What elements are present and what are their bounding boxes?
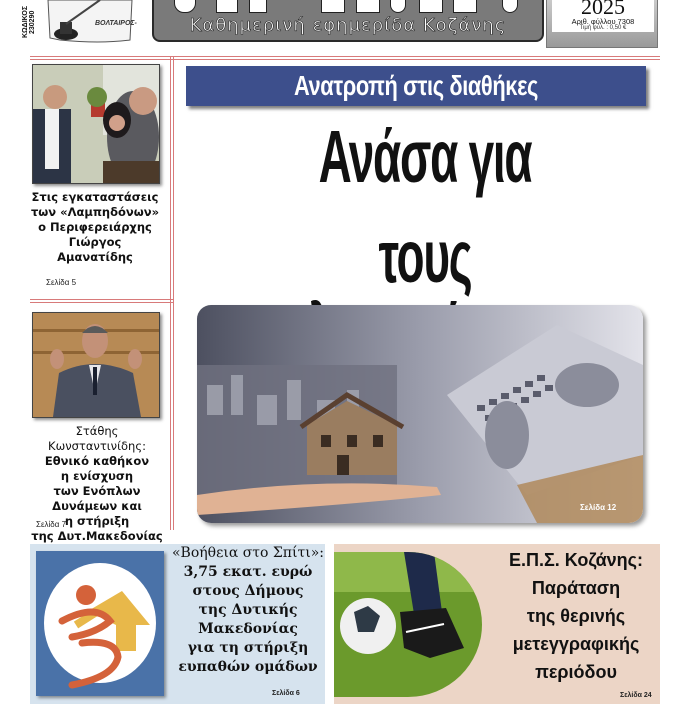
left-story-rule bbox=[30, 299, 173, 300]
title-line: Ε.Π.Σ. Κοζάνης: bbox=[508, 550, 644, 570]
title-line: Εθνικό καθήκον bbox=[44, 454, 150, 468]
title-line: των Ενόπλων bbox=[53, 484, 141, 498]
title-line: Δυνάμεων και bbox=[52, 499, 142, 513]
title-line: 3,75 εκατ. ευρώ bbox=[183, 564, 313, 580]
story-lead: Στάθης Κωνσταντινίδης: bbox=[48, 424, 146, 453]
masthead-title-letters bbox=[152, 0, 544, 13]
title-line: για τη στήριξη bbox=[187, 640, 309, 656]
column-rule bbox=[170, 56, 171, 530]
story-amanatidis-page-ref: Σελίδα 5 bbox=[46, 278, 77, 287]
title-line: της Δυτικής bbox=[198, 602, 298, 618]
masthead-subtitle: Καθημερινή εφημερίδα Κοζάνης bbox=[189, 15, 507, 36]
title-line: Αμανατίδης bbox=[57, 250, 133, 264]
code-number: 230290 bbox=[29, 10, 36, 34]
left-story-rule-2 bbox=[30, 302, 173, 303]
football-photo bbox=[334, 552, 482, 697]
amanatidis-photo bbox=[32, 64, 160, 184]
headline-line-1[interactable]: Ανάσα για bbox=[318, 115, 532, 198]
issue-price: Τιμή φύλ. : 0,50 € bbox=[579, 25, 627, 31]
title-line: περιόδου bbox=[535, 662, 617, 682]
top-rule bbox=[30, 56, 660, 57]
title-line: της θερινής bbox=[526, 606, 626, 626]
care-story-page-ref: Σελίδα 6 bbox=[272, 690, 300, 697]
title-line: Μακεδονίας bbox=[198, 621, 298, 637]
title-line: η στήριξη bbox=[64, 514, 130, 528]
kicker-text: Ανατροπή στις διαθήκες bbox=[293, 70, 539, 101]
title-line: της Δυτ.Μακεδονίας bbox=[31, 529, 163, 543]
title-line: Γιώργος bbox=[68, 235, 122, 249]
care-story-lead: «Βοήθεια στο Σπίτι»: bbox=[171, 545, 325, 561]
sports-story-title[interactable] bbox=[476, 546, 676, 686]
story-konstantinidis-page-ref: Σελίδα 7 bbox=[36, 520, 67, 529]
home-help-logo bbox=[36, 551, 164, 696]
title-line: Παράταση bbox=[531, 578, 621, 598]
logo-author: ΒΟΛΤΑΙΡΟΣ- bbox=[95, 20, 137, 27]
title-line: η ενίσχυση bbox=[60, 469, 134, 483]
care-story-title[interactable] bbox=[168, 544, 328, 677]
main-story-page-ref: Σελίδα 12 bbox=[580, 503, 617, 512]
konstantinidis-photo bbox=[32, 312, 160, 418]
headline-line-2[interactable]: τους bbox=[378, 215, 472, 298]
issue-year: 2025 bbox=[581, 0, 625, 19]
code-label: ΚΩΔΙΚΟΣ bbox=[22, 5, 29, 39]
inheritance-photo bbox=[197, 305, 643, 523]
story-amanatidis-title[interactable] bbox=[28, 190, 162, 265]
issue-number: Αριθ. φύλλου 7308 bbox=[571, 17, 635, 26]
column-rule-2 bbox=[173, 56, 174, 530]
sports-story-page-ref: Σελίδα 24 bbox=[620, 692, 652, 699]
registration-code bbox=[22, 2, 36, 42]
title-line: μετεγγραφικής bbox=[512, 634, 640, 654]
title-line: στους Δήμους bbox=[192, 583, 304, 599]
title-line: Στις εγκαταστάσεις bbox=[31, 190, 159, 204]
top-rule-2 bbox=[30, 59, 660, 60]
title-line: ο Περιφερειάρχης bbox=[38, 220, 152, 234]
title-line: των «Λαμπηδόνων» bbox=[30, 205, 160, 219]
title-line: ευπαθών ομάδων bbox=[178, 659, 318, 675]
